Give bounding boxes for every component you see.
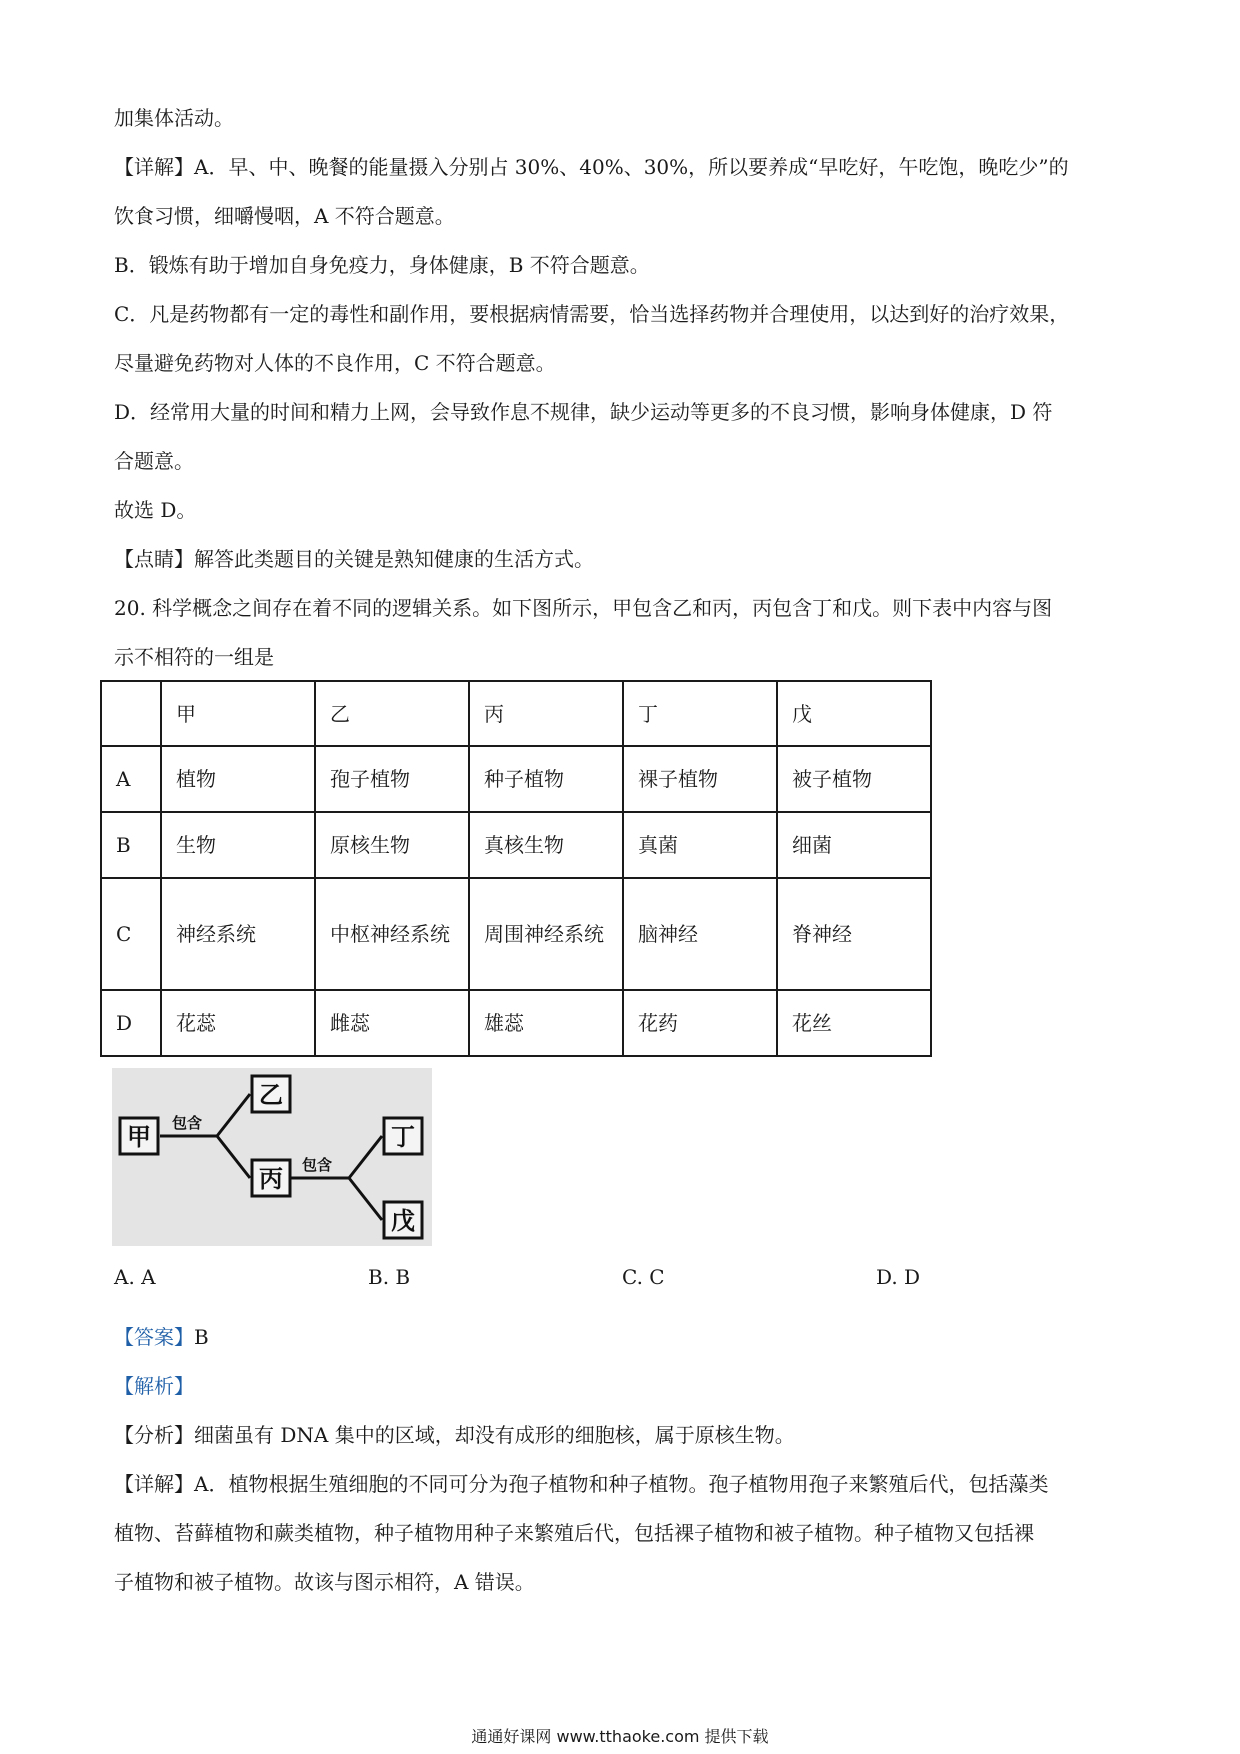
paragraph-line: 合题意。 xyxy=(114,449,194,473)
question-line: 示不相符的一组是 xyxy=(114,645,274,669)
table-cell: 生物 xyxy=(161,812,315,878)
choice-b: B. B xyxy=(368,1265,411,1289)
paragraph-line: 【点睛】解答此类题目的关键是熟知健康的生活方式。 xyxy=(114,547,594,571)
table-header-cell: 乙 xyxy=(315,681,469,746)
table-cell-option: C xyxy=(101,878,161,990)
table-cell: 雌蕊 xyxy=(315,990,469,1056)
answer-line xyxy=(114,1313,1134,1362)
table-cell: 细菌 xyxy=(777,812,931,878)
paragraph-line: 植物、苔藓植物和蕨类植物，种子植物用种子来繁殖后代，包括裸子植物和被子植物。种子植物又包括裸 xyxy=(114,1521,1034,1545)
containment-diagram xyxy=(112,1068,432,1246)
paragraph-line: C．凡是药物都有一定的毒性和副作用，要根据病情需要，恰当选择药物并合理使用，以达到好的治疗效果， xyxy=(114,302,1070,326)
answer-choices xyxy=(114,1255,1014,1299)
table-cell: 花丝 xyxy=(777,990,931,1056)
table-row xyxy=(101,990,931,1056)
table-header-cell: 戊 xyxy=(777,681,931,746)
table-cell-option: D xyxy=(101,990,161,1056)
table-cell: 被子植物 xyxy=(777,746,931,812)
table-cell: 真核生物 xyxy=(469,812,623,878)
table-header-cell: 甲 xyxy=(161,681,315,746)
table-cell: 周围神经系统 xyxy=(469,878,623,990)
table-cell: 中枢神经系统 xyxy=(315,878,469,990)
table-header-cell: 丁 xyxy=(623,681,777,746)
node-wu: 戊 xyxy=(391,1207,415,1235)
answer-value: B xyxy=(194,1325,209,1349)
node-bing: 丙 xyxy=(259,1165,283,1193)
paragraph-line: B．锻炼有助于增加自身免疫力，身体健康，B 不符合题意。 xyxy=(114,253,650,277)
answer-label: 【答案】 xyxy=(114,1325,194,1349)
edge-label: 包含 xyxy=(171,1114,203,1132)
paragraph-line: 【分析】细菌虽有 DNA 集中的区域，却没有成形的细胞核，属于原核生物。 xyxy=(114,1423,795,1447)
table-header-row xyxy=(101,681,931,746)
paragraph-line: 子植物和被子植物。故该与图示相符，A 错误。 xyxy=(114,1570,535,1594)
table-cell-option: A xyxy=(101,746,161,812)
paragraph-line: 加集体活动。 xyxy=(114,106,234,130)
paragraph-line: 故选 D。 xyxy=(114,498,197,522)
paragraph-line: D．经常用大量的时间和精力上网，会导致作息不规律，缺少运动等更多的不良习惯，影响身体健康，D 符 xyxy=(114,400,1053,424)
question-line: 20. 科学概念之间存在着不同的逻辑关系。如下图所示，甲包含乙和丙，丙包含丁和戊。则下表中内容与图 xyxy=(114,596,1053,620)
paragraph-line: 【详解】A．早、中、晚餐的能量摄入分别占 30%、40%、30%，所以要养成“早吃好，午吃饱，晚吃少”的 xyxy=(114,155,1069,179)
choice-a: A. A xyxy=(114,1265,156,1289)
table-row xyxy=(101,812,931,878)
paragraph-line: 【详解】A．植物根据生殖细胞的不同可分为孢子植物和种子植物。孢子植物用孢子来繁殖后代，包括藻类 xyxy=(114,1472,1049,1496)
node-ding: 丁 xyxy=(391,1123,415,1151)
table-cell: 植物 xyxy=(161,746,315,812)
table-header-cell xyxy=(101,681,161,746)
options-table xyxy=(100,680,932,1057)
paragraph-line: 尽量避免药物对人体的不良作用，C 不符合题意。 xyxy=(114,351,556,375)
paragraph-line: 饮食习惯，细嚼慢咽，A 不符合题意。 xyxy=(114,204,455,228)
table-cell: 原核生物 xyxy=(315,812,469,878)
table-cell: 裸子植物 xyxy=(623,746,777,812)
table-cell-option: B xyxy=(101,812,161,878)
table-cell: 真菌 xyxy=(623,812,777,878)
table-cell: 脊神经 xyxy=(777,878,931,990)
choice-d: D. D xyxy=(876,1265,921,1289)
table-cell: 孢子植物 xyxy=(315,746,469,812)
edge-label: 包含 xyxy=(301,1156,333,1174)
table-cell: 花蕊 xyxy=(161,990,315,1056)
analysis-label: 【解析】 xyxy=(114,1374,194,1398)
table-cell: 雄蕊 xyxy=(469,990,623,1056)
page-footer: 通通好课网 www.tthaoke.com 提供下载 xyxy=(471,1727,769,1746)
table-header-cell: 丙 xyxy=(469,681,623,746)
table-cell: 神经系统 xyxy=(161,878,315,990)
table-row xyxy=(101,878,931,990)
table-cell: 花药 xyxy=(623,990,777,1056)
choice-c: C. C xyxy=(622,1265,665,1289)
table-cell: 脑神经 xyxy=(623,878,777,990)
node-jia: 甲 xyxy=(127,1123,151,1151)
node-yi: 乙 xyxy=(259,1081,283,1109)
table-cell: 种子植物 xyxy=(469,746,623,812)
table-row xyxy=(101,746,931,812)
